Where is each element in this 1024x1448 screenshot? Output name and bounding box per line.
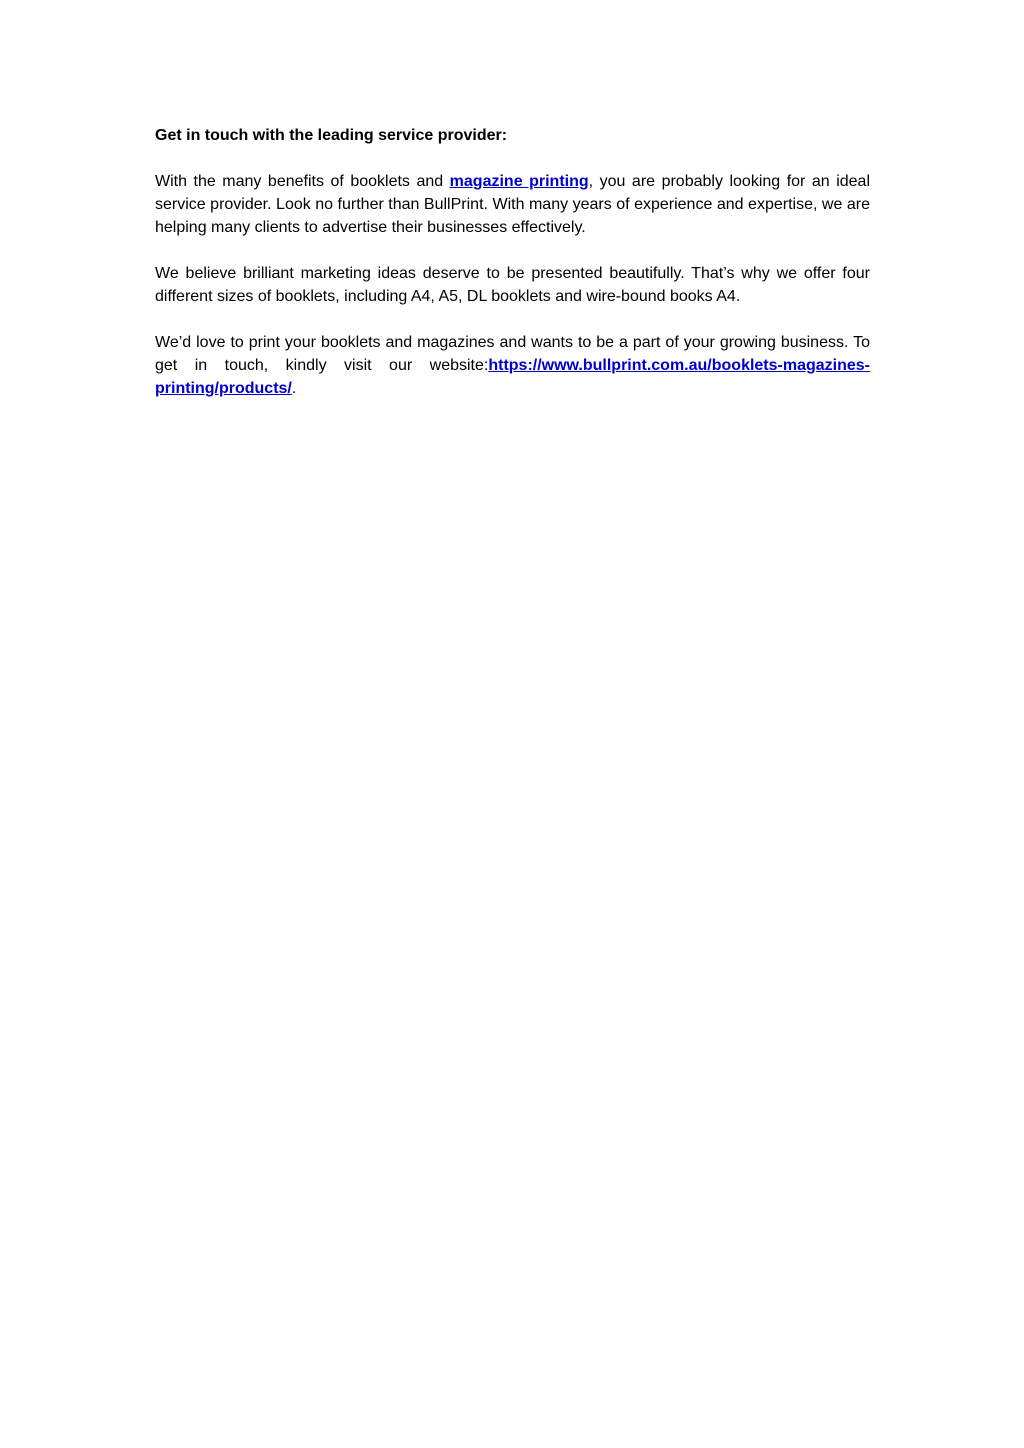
paragraph-contact-text-start: We’d love to print your booklets and magazines and wants to be a part of your growing business. To get in touch, kindly visit our website: — [155, 334, 870, 374]
paragraph-sizes: We believe brilliant marketing ideas deserve to be presented beautifully. That’s why we offer four different sizes of booklets, including A4, A5, DL booklets and wire-bound books A4. — [155, 265, 870, 305]
magazine-printing-link[interactable]: magazine printing — [449, 173, 589, 190]
document-page — [155, 124, 870, 423]
section-heading: Get in touch with the leading service provider: — [155, 127, 508, 144]
paragraph-benefits-text-start: With the many benefits of booklets and — [155, 173, 450, 190]
paragraph-benefits-text-end: , you are probably looking for an ideal service provider. Look no further than BullPrint. With many years of experience and expertise, we are helping many clients to advertise their businesses effectively. — [155, 173, 871, 236]
paragraph-benefits — [155, 170, 870, 239]
paragraph-contact-text-end: . — [291, 380, 297, 397]
website-link[interactable]: https://www.bullprint.com.au/booklets-magazines-printing/products/ — [155, 357, 870, 397]
paragraph-contact — [155, 331, 870, 400]
